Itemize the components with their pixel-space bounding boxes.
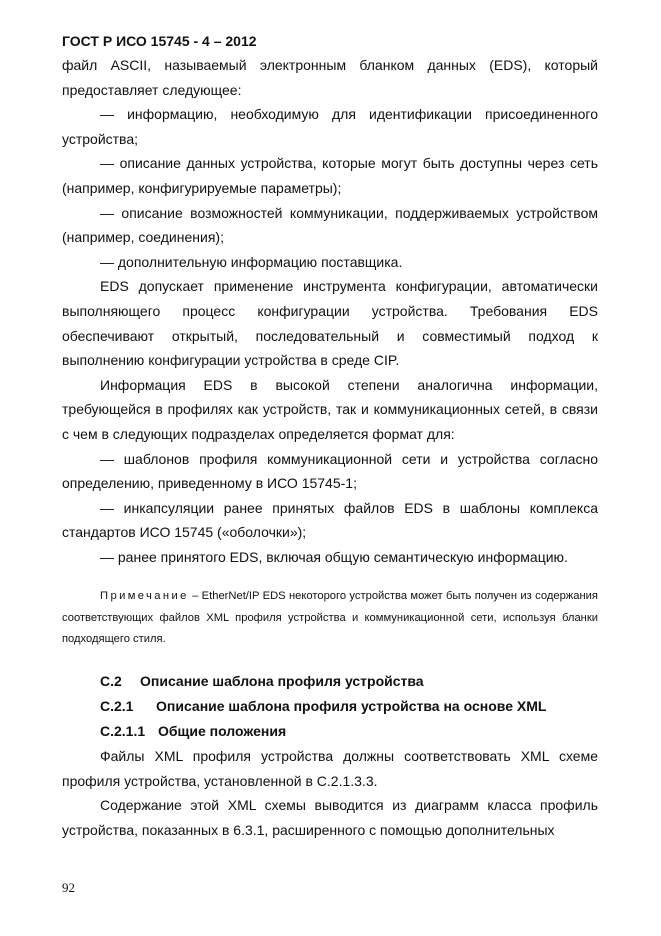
list-item: — описание данных устройства, которые могут быть доступны через сеть (например, конфигурируемые параметры); [62,155,598,196]
section-heading [100,694,598,719]
section-heading [100,669,598,694]
section-title: Общие положения [158,722,287,739]
note-text: – EtherNet/IP EDS некоторого устройства может быть получен из содержания соответствующих файлов XML профиля устройства и коммуникационной сети, используя бланки подходящего стиля. [62,590,598,646]
list-item: — шаблонов профиля коммуникационной сети и устройства согласно определению, приведенному в ИСО 15745-1; [62,450,598,492]
note-label: Примечание [100,590,189,603]
section-number: С.2.1.1 [100,722,146,739]
section-title: Описание шаблона профиля устройства на основе XML [156,697,547,714]
eds-paragraph: EDS допускает применение инструмента конфигурации, автоматически выполняющего процесс конфигурации устройства. Требования EDS обеспечивают открытый, последовательный и совместимый подход к выполнению конфигурации устройства в среде CIP. [62,278,598,369]
page-content [62,30,598,842]
list-item: — описание возможностей коммуникации, поддерживаемых устройством (например, соединения); [62,204,598,246]
intro-paragraph: файл ASCII, называемый электронным бланком данных (EDS), который предоставляет следующее: [62,57,598,98]
list-item: — инкапсуляции ранее принятых файлов EDS в шаблоны комплекса стандартов ИСО 15745 («оболочки»); [62,499,598,541]
list-item: — дополнительную информацию поставщика. [100,253,403,270]
section-title: Описание шаблона профиля устройства [140,672,424,689]
note-paragraph [62,586,598,651]
section-heading [100,719,598,744]
xml-paragraph: Содержание этой XML схемы выводится из диаграмм класса профиль устройства, показанных в 6.3.1, расширенного с помощью дополнительных [62,797,598,838]
list-item: — ранее принятого EDS, включая общую семантическую информацию. [100,548,568,565]
list-item: — информацию, необходимую для идентификации присоединенного устройства; [62,106,598,147]
info-paragraph: Информация EDS в высокой степени аналогична информации, требующейся в профилях как устройств, так и коммуникационных сетей, в связи с чем в следующих подразделах определяется формат для: [62,376,598,442]
section-number: С.2.1 [100,697,134,714]
section-number: С.2 [100,672,122,689]
page-number: 92 [62,880,75,895]
xml-paragraph: Файлы XML профиля устройства должны соответствовать XML схеме профиля устройства, установленной в С.2.1.3.3. [62,747,598,789]
document-header: ГОСТ Р ИСО 15745 - 4 – 2012 [62,33,257,49]
